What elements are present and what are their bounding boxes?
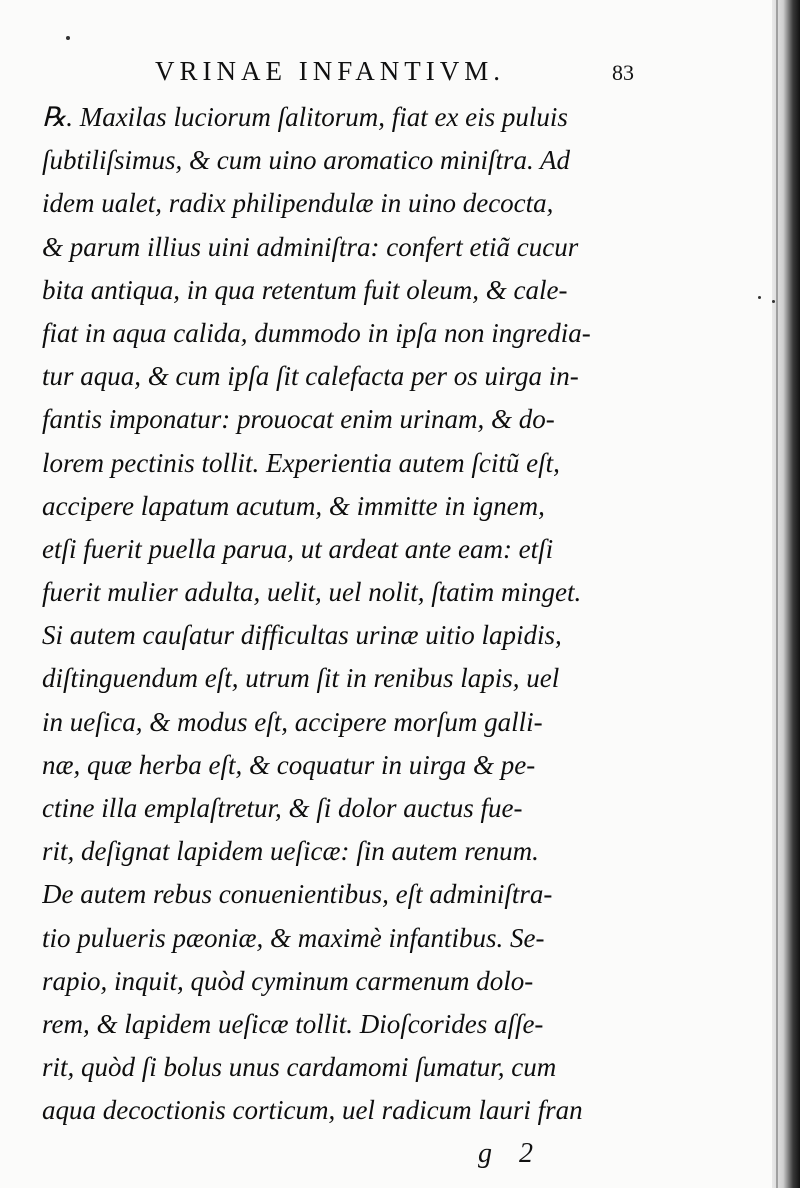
running-head: VRINAE INFANTIVM.	[155, 56, 505, 86]
page-number: 83	[612, 60, 634, 85]
text-line: ctine illa emplaſtretur, & ſi dolor auctus fue-	[42, 793, 523, 823]
text-line: ℞. Maxilas luciorum ſalitorum, fiat ex eis puluis	[42, 102, 568, 132]
text-line: tur aqua, & cum ipſa ſit calefacta per os uirga in-	[42, 361, 579, 392]
text-line: bita antiqua, in qua retentum fuit oleum, & cale-	[42, 274, 568, 305]
body-text	[42, 96, 662, 1133]
text-line: fiat in aqua calida, dummodo in ipſa non ingredia-	[42, 317, 591, 348]
text-line: rapio, inquit, quòd cyminum carmenum dolo-	[42, 965, 534, 996]
page-edge-line	[776, 0, 778, 1188]
text-line: ſubtiliſsimus, & cum uino aromatico miniſtra. Ad	[42, 145, 571, 176]
text-line: aqua decoctionis corticum, uel radicum lauri fran	[42, 1095, 583, 1126]
text-line: næ, quæ herba eſt, & coquatur in uirga & pe-	[42, 749, 536, 780]
text-line: diſtinguendum eſt, utrum ſit in renibus lapis, uel	[42, 663, 560, 694]
text-line: lorem pectinis tollit. Experientia autem ſcitũ eſt,	[42, 447, 560, 478]
text-line: rem, & lapidem ueſicæ tollit. Dioſcorides aſſe-	[42, 1008, 544, 1039]
signature-mark: g 2	[478, 1138, 543, 1169]
ink-speck	[758, 296, 761, 299]
text-line: fuerit mulier adulta, uelit, uel nolit, ſtatim minget.	[42, 577, 582, 608]
ink-speck	[66, 36, 70, 40]
text-line: Si autem cauſatur difficultas urinæ uitio lapidis,	[42, 620, 562, 651]
text-line: fantis imponatur: prouocat enim urinam, & do-	[42, 404, 555, 435]
text-line: accipere lapatum acutum, & immitte in ignem,	[42, 490, 545, 521]
text-line: etſi fuerit puella parua, ut ardeat ante eam: etſi	[42, 533, 554, 564]
text-line: De autem rebus conuenientibus, eſt adminiſtra-	[42, 879, 553, 910]
text-line: rit, quòd ſi bolus unus cardamomi ſumatur, cum	[42, 1052, 557, 1083]
text-line: in ueſica, & modus eſt, accipere morſum galli-	[42, 706, 543, 737]
text-line: & parum illius uini adminiſtra: confert etiã cucur	[42, 231, 579, 262]
text-line: idem ualet, radix philipendulæ in uino decocta,	[42, 188, 554, 219]
text-line: rit, deſignat lapidem ueſicæ: ſin autem renum.	[42, 836, 539, 867]
text-line: tio pulueris pæoniæ, & maximè infantibus. Se-	[42, 922, 545, 953]
ink-speck	[772, 300, 775, 303]
